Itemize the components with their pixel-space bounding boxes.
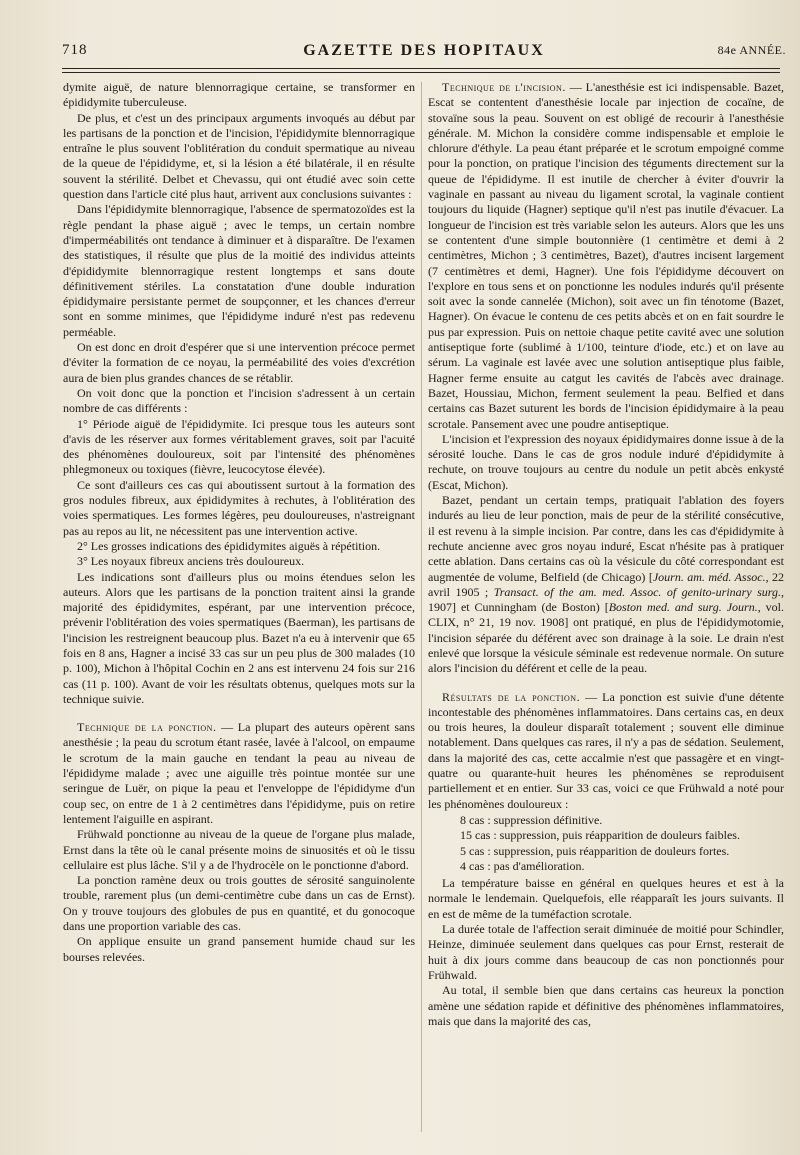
- section-technique-ponction: [63, 720, 415, 827]
- paragraph-text: — La ponction est suivie d'une détente incontestable des phénomènes inflammatoires. Dans certains cas, en deux ou trois heures, la douleur disparaît totalement ; souvent elle diminue notablement. Dans quelques cas rares, il n'y a pas de sédation. Seulement, dans la majorité des cas, cette accalmie n'est que passagère et en vingt-quatre ou quarante-huit heures les phénomènes se reproduisent partiellement et en entier. Sur 33 cas, voici ce que Frühwald a noté pour les phénomènes douloureux :: [428, 689, 784, 811]
- paragraph: 3° Les noyaux fibreux anciens très douloureux.: [77, 554, 305, 569]
- paragraph-text: — L'anesthésie est ici indispensable. Bazet, Escat se contentent d'anesthésie locale par injection de cocaïne, de stovaïne sous la peau. Souvent on est obligé de recourir à l'anesthésie générale. M. Michon la considère comme indispensable et emploie le chlorure d'éthyle. La peau étant préparée et le scrotum empoigné comme pour la ponction, on pratique l'incision des téguments directement sur la queue de l'épididyme. Il est inutile de chercher à éviter d'ouvrir la vaginale en passant au niveau du ligament scrotal, la vaginale contient toujours du liquide (Hagner) septique qu'il n'est pas inutile d'évacuer. La longueur de l'incision est très variable selon les auteurs. Alors que les uns se contentent d'une simple boutonnière (1 centimètre et demi à 2 centimètres, Michon ; 3 centimètres, Bazet), d'autres incisent largement (7 centimètres et demi, Hagner). Une fois l'épididyme découvert on l'explore en tous sens et on ponctionne les nodules indurés qu'il présente soit avec la sonde cannelée (Michon), soit avec un fin ténotome (Bazet, Hagner). On évacue le contenu de ces petits abcès et on en fait sourdre le pus par expression. Puis on nettoie chaque petite cavité avec une solution antiseptique forte (sublimé à 1/100, teinture d'iode, etc.) et on lave au sérum. La vaginale est lavée avec une solution antiseptique plus faible, Hagner ferme ensuite au catgut les cavités de l'abcès avec drainage. Bazet, Houssiau, Michon, ferment seulement la peau. Belfied et dans certains cas Bazet suturent les bords de l'incision épididymaire à la peau scrotale. Pansement avec une poudre antiseptique.: [428, 80, 784, 431]
- paragraph: De plus, et c'est un des principaux arguments invoqués au début par les partisans de la ponction et de l'incision, l'épididymite blennorragique entraîne le plus souvent l'oblitération du conduit spermatique au niveau de la queue de l'épididyme, et, si la lésion a été bilatérale, il en résulte souvent la stérilité. Delbet et Chevassu, qui ont étudié avec soin cette question dans l'article cité plus haut, arrivent aux conclusions suivantes :: [63, 110, 415, 202]
- paragraph-text: Bazet, pendant un certain temps, pratiquait l'ablation des foyers indurés au lieu de leur ponction, mais de peur de la stérilité consécutive, il est revenu à la simple incision. Par contre, dans les cas d'épididymite à rechute ancienne avec gros noyau induré, Escat n'hésite pas à pratiquer cette ablation. Dans certains cas où la vésicule du côté correspondant est augmentée de volume, Belfield (de Chicago) [: [428, 493, 784, 584]
- paragraph-text: , 22 avril 1905 ;: [428, 569, 785, 599]
- paragraph: Frühwald ponctionne au niveau de la queue de l'organe plus malade, Ernst dans la tête où le canal présente moins de sinuosités et où le tissu cellulaire est plus lâche. S'il y a de l'hydrocèle on le ponctionne d'abord.: [63, 827, 415, 872]
- paragraph-text: , vol. CLIX, n° 21, 19 nov. 1908] ont pratiqué, en plus de l'épididymotomie, l'incision séparée du déférent avec son drainage à la soie. Le drain n'est enlevé que lorsque la vésicule séminale est redevenue normale. On suture alors l'incision du déférent et celle de la peau.: [428, 600, 784, 676]
- citation: Journ. am. méd. Assoc.: [652, 569, 766, 584]
- page-number: 718: [62, 42, 88, 58]
- paragraph: Au total, il semble bien que dans certains cas heureux la ponction amène une sédation rapide et définitive des phénomènes inflammatoires, mais que dans la majorité des cas,: [428, 983, 784, 1028]
- section-heading: Technique de l'incision.: [442, 80, 566, 94]
- citation: Boston med. and surg. Journ.: [608, 600, 758, 615]
- list-item: 5 cas : suppression, puis réapparition de douleurs fortes.: [460, 843, 730, 858]
- paragraph: 1° Période aiguë de l'épididymite. Ici presque tous les auteurs sont d'avis de les réserver aux formes véritablement graves, soit par l'acuité des phénomènes douloureux, soit par l'intensité des phénomènes phlegmoneux ou toxiques (fièvre, leucocytose élevée).: [63, 416, 415, 477]
- paragraph: On voit donc que la ponction et l'incision s'adressent à un certain nombre de cas différents :: [63, 385, 415, 416]
- paragraph-citations: [428, 493, 784, 677]
- paragraph: On est donc en droit d'espérer que si une intervention précoce permet d'éviter la formation de ce noyau, la perméabilité des voies d'excrétion aura de bien plus grandes chances de se rétablir.: [63, 340, 415, 385]
- paragraph: La ponction ramène deux ou trois gouttes de sérosité sanguinolente trouble, rarement plus (un demi-centimètre cube dans un cas de Ernst). On y trouve toujours des globules de pus en quantité, et du gonocoque dans une proportion variable des cas.: [63, 873, 415, 934]
- column-divider: [421, 82, 422, 1132]
- paragraph: 2° Les grosses indications des épididymites aiguës à répétition.: [77, 538, 381, 553]
- paragraph: On applique ensuite un grand pansement humide chaud sur les bourses relevées.: [63, 934, 415, 964]
- results-list: [428, 813, 784, 874]
- paragraph: dymite aiguë, de nature blennorragique certaine, se transformer en épididymite tuberculeuse.: [63, 80, 415, 110]
- paragraph: Les indications sont d'ailleurs plus ou moins étendues selon les auteurs. Alors que les partisans de la ponction traitent ainsi la grande majorité des épididymites, espérant, par une intervention précoce, prévenir l'oblitération des voies spermatiques (Baerman), les partisans de l'incision les restreignent beaucoup plus. Bazet n'a eu à intervenir que 65 fois en 8 ans, Hagner a incisé 33 cas sur un peu plus de 300 malades (10 p. 100), Michon à l'hôpital Cochin en 2 ans est intervenu 24 fois sur 216 cas (11 p. 100). Avant de voir les résultats obtenus, quelques mots sur la technique suivie.: [63, 569, 415, 706]
- paragraph: Ce sont d'ailleurs ces cas qui aboutissent surtout à la formation des gros nodules fibreux, aux épididymites à rechutes, à l'oblitération des voies spermatiques. Les formes légères, peu douloureuses, n'astreignant pas au repos au lit, ne nécessitent pas une intervention active.: [63, 477, 415, 538]
- paragraph: La température baisse en général en quelques heures et est à la normale le lendemain. Quelquefois, elle réapparaît les jours suivants. Il en est de même de la tuméfaction scrotale.: [428, 876, 784, 921]
- left-column: [63, 80, 415, 965]
- paragraph-text: — La plupart des auteurs opèrent sans anesthésie ; la peau du scrotum étant rasée, lavée à l'alcool, on empaume le scrotum de la main gauche en tendant la peau au niveau de l'épididyme malade ; avec une aiguille très pointue montée sur une seringue de Luër, on pique la peau et l'enveloppe de l'épididyme d'un coup sec, on entre de 1 à 2 centimètres dans l'épididyme, puis on retire lentement l'aiguille en aspirant.: [63, 720, 415, 826]
- paragraph: La durée totale de l'affection serait diminuée de moitié pour Schindler, Heinze, diminuée seulement dans quelques cas pour Ernst, resterait de huit à dix jours comme dans beaucoup de cas non ponctionnés pour Frühwald.: [428, 922, 784, 982]
- paragraph: L'incision et l'expression des noyaux épididymaires donne issue à de la sérosité louche. Dans le cas de gros nodule induré d'épididymite à rechute, on trouve toujours au centre du nodule un petit abcès enkysté (Escat, Michon).: [428, 431, 784, 492]
- paragraph-text: , 1907] et Cunningham (de Boston) [: [428, 584, 785, 615]
- section-heading: Résultats de la ponction.: [442, 689, 581, 704]
- journal-title: GAZETTE DES HOPITAUX: [303, 42, 545, 59]
- section-technique-incision: [428, 80, 784, 432]
- list-item: 15 cas : suppression, puis réapparition de douleurs faibles.: [460, 828, 740, 843]
- header-rule-thin: [62, 72, 780, 73]
- volume-label: 84e ANNÉE.: [717, 43, 786, 57]
- citation: Transact. of the am. med. Assoc. of genito-urinary surg.: [493, 584, 782, 599]
- paragraph: Dans l'épididymite blennorragique, l'absence de spermatozoïdes est la règle pendant la phase aiguë ; avec le temps, un certain nombre d'imperméabilités ont tendance à diminuer et à disparaître. De l'examen des statistiques, il résulte que plus de la moitié des individus atteints d'épididymite blennorragique restent longtemps et sans doute définitivement stériles. La constatation d'une double induration épididymaire persistante permet de soupçonner, et les chances d'erreur sont en somme minimes, que l'épididyme induré n'est pas redevenu perméable.: [63, 202, 415, 339]
- section-resultats-ponction: [428, 690, 784, 812]
- header-rule: [62, 68, 780, 69]
- list-item: 8 cas : suppression définitive.: [460, 812, 603, 827]
- section-heading: Technique de la ponction.: [77, 720, 217, 735]
- page-header: [62, 42, 786, 64]
- right-column: [428, 80, 784, 1029]
- list-item: 4 cas : pas d'amélioration.: [460, 858, 585, 873]
